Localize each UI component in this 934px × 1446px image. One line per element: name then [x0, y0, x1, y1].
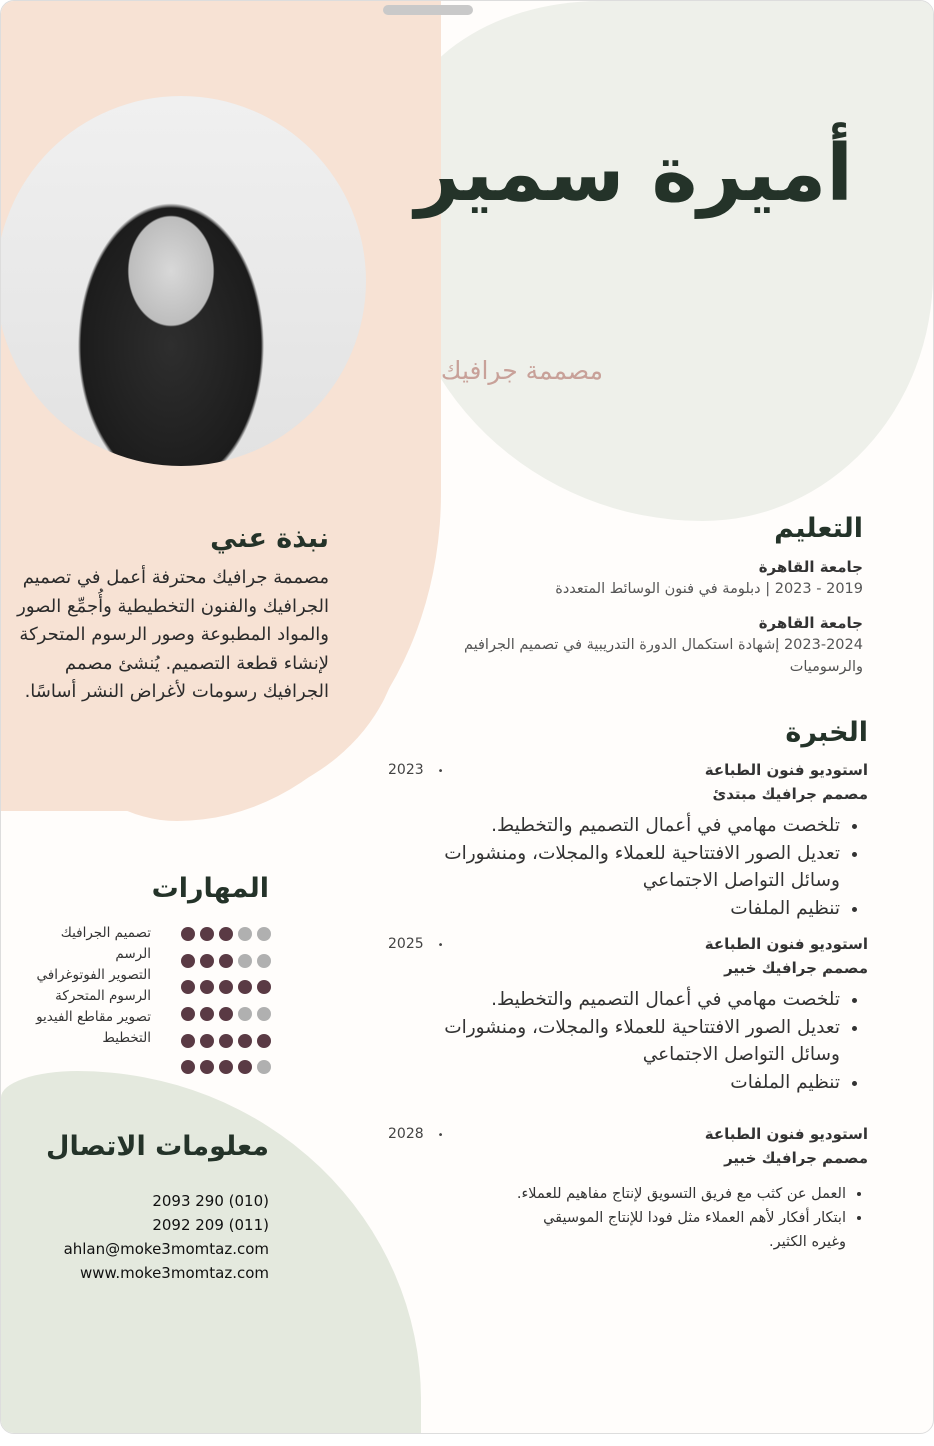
job-bullet: • تنظيم الملفات [428, 1069, 840, 1097]
job-bullet: • تلخصت مهامي في أعمال التصميم والتخطيط. [428, 986, 840, 1014]
job-position: مصمم جرافيك خبير [724, 959, 868, 977]
education-detail: 2023-2024 إشهادة استكمال الدورة التدريبية في تصميم الجرافيم والرسوميات [463, 637, 863, 675]
rating-dot-filled [200, 1007, 214, 1021]
skills-section [152, 873, 269, 904]
rating-dot-filled [200, 980, 214, 994]
drag-handle[interactable] [383, 5, 473, 15]
education-section [413, 513, 863, 678]
rating-dot-filled [219, 1007, 233, 1021]
job-entry [388, 932, 868, 1096]
about-heading: نبذة عني [210, 523, 329, 554]
education-heading: التعليم [774, 513, 863, 544]
rating-dot-empty [238, 1007, 252, 1021]
rating-dot-filled [181, 927, 195, 941]
skill-label: تصوير مقاطع الفيديو [36, 1009, 151, 1025]
website-link[interactable]: www.moke3momtaz.com [79, 1264, 269, 1282]
skill-label: التخطيط [102, 1030, 151, 1046]
contact-details [64, 1189, 269, 1285]
job-entry [388, 758, 868, 922]
contact-heading: معلومات الاتصال [46, 1131, 269, 1162]
skill-rating-row [181, 927, 271, 954]
skill-label: الرسوم المتحركة [55, 988, 151, 1004]
skill-rating-row [181, 954, 271, 981]
job-date: 2028 • [388, 1126, 444, 1142]
about-text: مصممة جرافيك محترفة أعمل في تصميم الجرافيك والفنون التخطيطية وأُجمِّع الصور والمواد المطبوعة وصور الرسوم المتحركة لإنشاء قطعة التصميم. يُنشئ مصمم الجرافيك رسومات لأغراض النشر أساسًا. [17, 567, 329, 702]
skill-rating-row [181, 1060, 271, 1087]
skill-rating-row [181, 1034, 271, 1061]
skill-label: الرسم [115, 946, 151, 962]
rating-dot-filled [200, 954, 214, 968]
job-bullet: • ابتكار أفكار لأهم العملاء مثل فودا للإنتاج الموسيقي وغيره الكثير. [516, 1206, 846, 1254]
job-title: مصممة جرافيك [440, 356, 603, 385]
job-bullet: • العمل عن كثب مع فريق التسويق لإنتاج مفاهيم للعملاء. [516, 1182, 846, 1206]
school-name: جامعة القاهرة [758, 614, 863, 632]
company-name: استوديو فنون الطباعة [704, 761, 868, 779]
rating-dot-filled [181, 1060, 195, 1074]
rating-dot-empty [257, 1007, 271, 1021]
rating-dot-filled [181, 1034, 195, 1048]
skill-rating-row [181, 1007, 271, 1034]
skill-label: التصوير الفوتوغرافي [36, 967, 151, 983]
phone-number: 2092 209 (011) [152, 1216, 269, 1234]
email-link[interactable]: ahlan@moke3momtaz.com [63, 1240, 269, 1258]
skill-label: تصميم الجرافيك [60, 925, 151, 941]
education-detail: 2019 - 2023 | دبلومة في فنون الوسائط المتعددة [555, 581, 863, 597]
job-bullet: • تعديل الصور الافتتاحية للعملاء والمجلات، ومنشورات وسائل التواصل الاجتماعي [428, 840, 840, 895]
skills-heading: المهارات [151, 873, 269, 904]
rating-dot-filled [257, 1034, 271, 1048]
rating-dot-filled [219, 1060, 233, 1074]
rating-dot-filled [200, 1060, 214, 1074]
job-entry [388, 1122, 868, 1254]
job-bullet: • تلخصت مهامي في أعمال التصميم والتخطيط. [428, 812, 840, 840]
rating-dot-filled [181, 954, 195, 968]
rating-dot-empty [257, 954, 271, 968]
job-bullet: • تعديل الصور الافتتاحية للعملاء والمجلات، ومنشورات وسائل التواصل الاجتماعي [428, 1014, 840, 1069]
person-name: أميرة سمير [415, 129, 853, 219]
rating-dot-filled [238, 1034, 252, 1048]
school-name: جامعة القاهرة [758, 558, 863, 576]
contact-section [46, 1131, 269, 1162]
company-name: استوديو فنون الطباعة [704, 935, 868, 953]
rating-dot-filled [238, 1060, 252, 1074]
skill-rating-row [181, 980, 271, 1007]
rating-dot-filled [181, 1007, 195, 1021]
experience-section [388, 717, 868, 1254]
rating-dot-filled [200, 927, 214, 941]
about-section [0, 523, 329, 707]
skills-list [36, 923, 151, 1049]
rating-dot-filled [219, 1034, 233, 1048]
job-date: 2023 • [388, 762, 444, 778]
rating-dot-empty [257, 1060, 271, 1074]
job-position: مصمم جرافيك مبتدئ [712, 785, 868, 803]
job-date: 2025 • [388, 936, 444, 952]
rating-dot-filled [238, 980, 252, 994]
rating-dot-filled [200, 1034, 214, 1048]
company-name: استوديو فنون الطباعة [704, 1125, 868, 1143]
rating-dot-empty [238, 954, 252, 968]
rating-dot-filled [219, 927, 233, 941]
rating-dot-filled [219, 954, 233, 968]
rating-dot-filled [219, 980, 233, 994]
job-bullet: • تنظيم الملفات [428, 895, 840, 923]
profile-photo [0, 96, 366, 466]
rating-dot-filled [181, 980, 195, 994]
rating-dot-filled [257, 980, 271, 994]
experience-heading: الخبرة [785, 717, 868, 748]
decor-shape-green [396, 1, 933, 521]
rating-dot-empty [257, 927, 271, 941]
job-position: مصمم جرافيك خبير [724, 1149, 868, 1167]
rating-dot-empty [238, 927, 252, 941]
phone-number: 2093 290 (010) [152, 1192, 269, 1210]
skill-ratings [181, 927, 271, 1087]
